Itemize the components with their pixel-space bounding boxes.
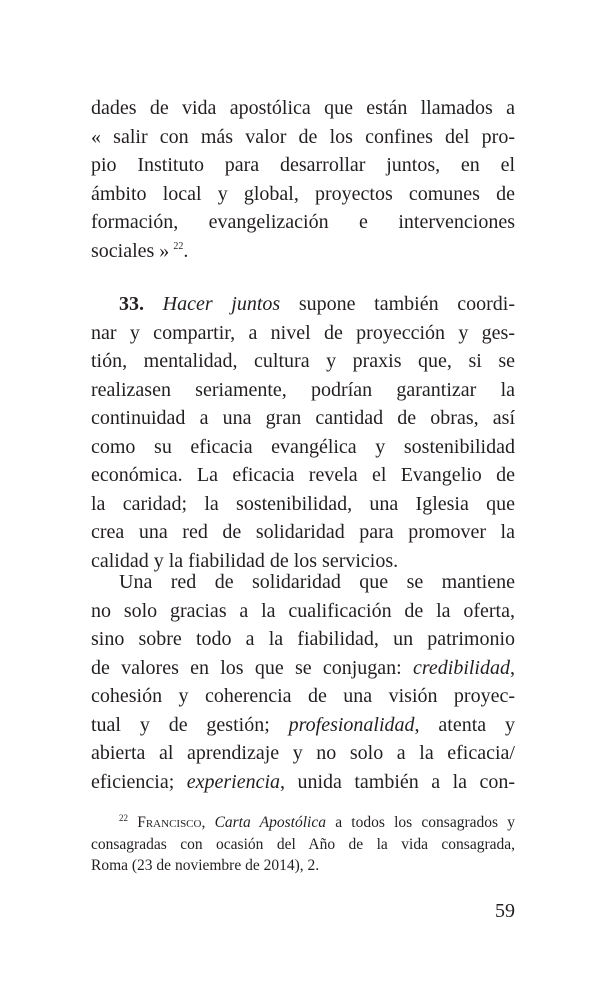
p33-line-8: la caridad; la sostenibilidad, una Iglesia que (91, 492, 515, 515)
p33-line-10: calidad y la fiabilidad de los servicios. (91, 549, 399, 572)
footnote-line-2: consagradas con ocasión del Año de la vida consagrada, (91, 835, 515, 853)
intro-last-end: . (183, 239, 189, 262)
red-italic-credibilidad: credibilidad (412, 656, 510, 679)
footnote-line-3: Roma (23 de noviembre de 2014), 2. (91, 857, 320, 874)
red-line-4-start: de valores en los que se conjugan: (91, 656, 413, 679)
p33-line-9: crea una red de solidaridad para promover la (91, 521, 515, 543)
red-line-1: Una red de solidaridad que se mantiene (119, 571, 515, 593)
red-italic-profesionalidad: profesionalidad (288, 713, 415, 736)
intro-line-2: « salir con más valor de los confines del pro- (91, 125, 515, 148)
footnote-22 (91, 812, 515, 877)
paragraph-red-solidaridad (91, 568, 515, 796)
footnote-reference[interactable]: 22 (173, 240, 184, 252)
red-line-8 (91, 768, 515, 797)
red-line-2: no solo gracias a la cualificación de la oferta, (91, 599, 515, 622)
red-line-7: abierta al aprendizaje y no solo a la eficacia/ (91, 742, 515, 764)
p33-line-7: económica. La eficacia revela el Evangelio de (91, 464, 515, 486)
footnote-line-1-rest: a todos los consagrados y (325, 814, 515, 831)
red-line-8-start: eficiencia; (91, 770, 187, 793)
red-line-3: sino sobre todo a la fiabilidad, un patrimonio (91, 628, 515, 650)
paragraph-number: 33. (119, 293, 144, 315)
paragraph-33 (91, 290, 515, 575)
p33-line-5: continuidad a una gran cantidad de obras, así (91, 407, 515, 429)
intro-last-text: sociales » (91, 239, 170, 262)
red-italic-experiencia: experiencia (186, 770, 281, 793)
red-line-5: cohesión y coherencia de una visión proyec- (91, 685, 515, 707)
p33-line-3: tión, mentalidad, cultura y praxis que, si se (91, 350, 515, 372)
p33-line-6: como su eficacia evangélica y sostenibilidad (91, 435, 515, 458)
footnote-author: Francisco (137, 814, 202, 831)
red-line-6-start: tual y de gestión; (91, 713, 289, 736)
footnote-number: 22 (119, 813, 128, 823)
intro-line-5: formación, evangelización e intervenciones (91, 211, 515, 233)
intro-line-1: dades de vida apostólica que están llamados a (91, 97, 515, 119)
p33-italic-phrase: Hacer juntos (162, 293, 281, 315)
page-number: 59 (495, 900, 515, 922)
p33-line-4: realizasen seriamente, podrían garantizar la (91, 378, 515, 401)
red-line-4-end: , (510, 656, 515, 679)
intro-line-6 (91, 237, 515, 266)
red-line-6-end: , atenta y (414, 713, 515, 736)
footnote-line-1 (91, 812, 515, 834)
footnote-italic-title: Carta Apostólica (214, 814, 326, 831)
footnote-after-author: , (201, 814, 215, 831)
p33-first-line-rest: supone también coordi- (280, 293, 515, 315)
p33-line-1 (91, 290, 515, 319)
intro-paragraph (91, 94, 515, 265)
p33-line-2: nar y compartir, a nivel de proyección y ges- (91, 321, 515, 344)
intro-line-3: pio Instituto para desarrollar juntos, en el (91, 154, 515, 176)
red-line-6 (91, 711, 515, 740)
intro-line-4: ámbito local y global, proyectos comunes de (91, 182, 515, 205)
red-line-4 (91, 654, 515, 683)
red-line-8-end: , unida también a la con- (280, 770, 515, 793)
